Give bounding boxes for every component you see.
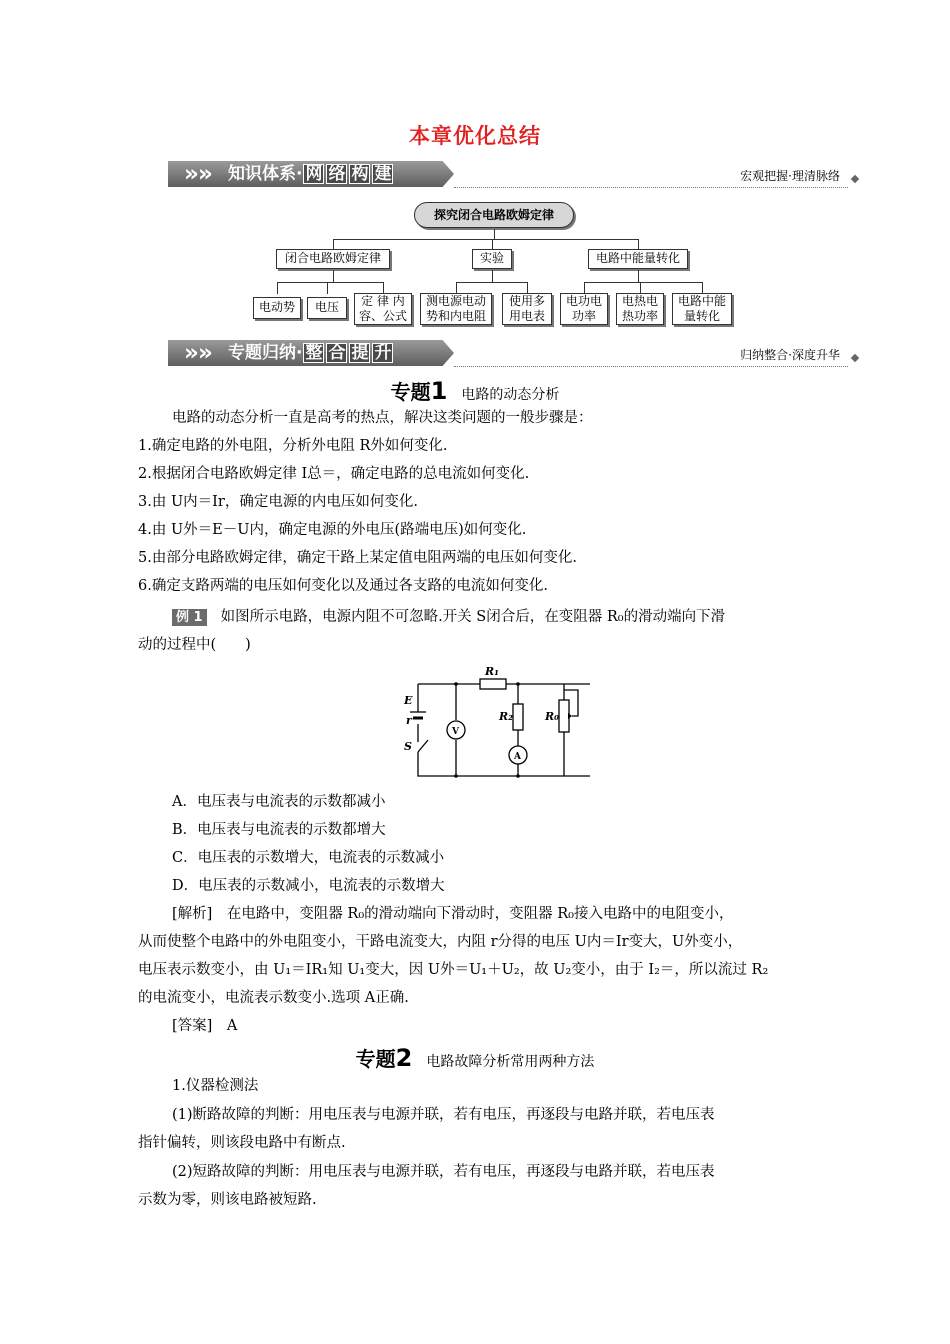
- ammeter-label: A: [514, 752, 521, 762]
- step-item: 3.由 U内＝Ir，确定电源的内电压如何变化.: [138, 494, 418, 510]
- section-banner-knowledge: [168, 160, 858, 190]
- topic-number: 1: [430, 377, 448, 405]
- banner-right-caption: 宏观把握·理清脉络: [740, 169, 840, 183]
- paragraph: (2)短路故障的判断：用电压表与电源并联，若有电压，再逐段与电路并联，若电压表: [172, 1164, 715, 1180]
- connector: [333, 239, 638, 240]
- step-item: 5.由部分电路欧姆定律，确定干路上某定值电阻两端的电压如何变化.: [138, 550, 577, 566]
- emf-label: E: [404, 694, 413, 707]
- banner-box-char: 提: [351, 343, 369, 363]
- map-leaf-heat: [616, 293, 664, 325]
- map-leaf-text: 测电源电动: [425, 294, 486, 308]
- rheostat-r0: [559, 700, 569, 732]
- map-leaf-text: 热功率: [621, 309, 658, 323]
- banner-label: [228, 340, 394, 366]
- map-leaf-text: 电路中能: [677, 294, 726, 308]
- map-node-experiment: 实验: [472, 249, 512, 269]
- map-leaf-text: 电热电: [621, 294, 658, 308]
- r2-label: R₂: [499, 710, 513, 723]
- banner-right-caption: 归纳整合·深度升华: [740, 348, 840, 362]
- double-chevron-icon: »: [184, 161, 199, 187]
- switch-icon: [418, 740, 428, 752]
- banner-dot: ·: [296, 343, 303, 363]
- map-leaf-text: 量转化: [683, 309, 720, 323]
- topic-subtitle: 电路的动态分析: [461, 387, 560, 403]
- connector: [584, 282, 702, 283]
- banner-label: [228, 161, 394, 187]
- option-c: C．电压表的示数增大，电流表的示数减小: [172, 850, 445, 866]
- banner-box-char: 合: [328, 343, 346, 363]
- topic-subtitle: 电路故障分析常用两种方法: [426, 1054, 595, 1070]
- diamond-icon: [851, 354, 859, 362]
- step-item: 6.确定支路两端的电压如何变化以及通过各支路的电流如何变化.: [138, 578, 548, 594]
- map-leaf-measure-emf: [420, 293, 492, 325]
- banner-label-text: 专题归纳: [228, 343, 296, 363]
- page-title: 本章优化总结: [409, 124, 541, 148]
- paragraph: 电路的动态分析一直是高考的热点，解决这类问题的一般步骤是：: [172, 410, 593, 426]
- map-leaf-text: 定 律 内: [361, 294, 405, 308]
- topic-number: 2: [395, 1044, 413, 1072]
- double-chevron-icon: »: [198, 161, 213, 187]
- banner-dotted-rule: [454, 366, 848, 367]
- connector: [492, 239, 493, 249]
- connector: [333, 270, 334, 282]
- map-leaf-emf: [253, 297, 301, 319]
- analysis-line: [解析] 在电路中，变阻器 R₀的滑动端向下滑动时，变阻器 R₀接入电路中的电阻变小，: [172, 906, 734, 922]
- topic-1-heading: [0, 376, 950, 405]
- section-banner-topics: [168, 339, 858, 369]
- circuit-diagram: [400, 664, 590, 784]
- step-item: 2.根据闭合电路欧姆定律 I总＝，确定电路的总电流如何变化.: [138, 466, 530, 482]
- map-leaf-law: [354, 293, 412, 325]
- banner-label-text: 知识体系: [228, 164, 296, 184]
- example-tag: 例 1: [172, 609, 207, 626]
- map-leaf-text: 使用多: [508, 294, 545, 308]
- voltmeter-label: V: [452, 727, 459, 737]
- example-question: [172, 604, 862, 631]
- map-root-node: 探究闭合电路欧姆定律: [414, 202, 574, 228]
- map-leaf-text: 电动势: [258, 300, 295, 314]
- map-leaf-text: 用电表: [508, 309, 545, 323]
- internal-resistance-label: r: [406, 714, 412, 727]
- topic-2-heading: [0, 1043, 950, 1072]
- step-item: 1.确定电路的外电阻，分析外电阻 R外如何变化.: [138, 438, 448, 454]
- map-node-ohms-law: 闭合电路欧姆定律: [276, 249, 390, 269]
- map-leaf-text: 功率: [571, 309, 596, 323]
- banner-box-char: 升: [374, 343, 392, 363]
- option-d: D．电压表的示数减小，电流表的示数增大: [172, 878, 445, 894]
- resistor-r1: [480, 679, 506, 689]
- connector: [494, 229, 495, 239]
- answer-line: [答案] A: [172, 1018, 238, 1034]
- example-text: 如图所示电路，电源内阻不可忽略.开关 S闭合后，在变阻器 R₀的滑动端向下滑: [220, 609, 726, 625]
- connector: [327, 282, 328, 294]
- r0-label: R₀: [545, 710, 559, 723]
- connector: [333, 239, 334, 249]
- connector: [638, 239, 639, 249]
- double-chevron-icon: »: [198, 340, 213, 366]
- analysis-line: 从而使整个电路中的外电阻变小，干路电流变大，内阻 r分得的电压 U内＝Ir变大，U外变小，: [138, 934, 743, 950]
- map-leaf-text: 电功电: [565, 294, 602, 308]
- map-leaf-text: 容、公式: [358, 309, 407, 323]
- option-a: A．电压表与电流表的示数都减小: [172, 794, 386, 810]
- paragraph: 示数为零，则该电路被短路.: [138, 1192, 317, 1208]
- connector: [492, 270, 493, 282]
- switch-label: S: [404, 740, 412, 753]
- connector: [277, 282, 383, 283]
- map-leaf-text: 势和内电阻: [425, 309, 486, 323]
- map-leaf-energy-conv: [672, 293, 732, 325]
- banner-box-char: 网: [305, 164, 323, 184]
- topic-word: 专题: [355, 1047, 396, 1071]
- option-b: B．电压表与电流表的示数都增大: [172, 822, 386, 838]
- paragraph: (1)断路故障的判断：用电压表与电源并联，若有电压，再逐段与电路并联，若电压表: [172, 1107, 715, 1123]
- banner-dotted-rule: [454, 187, 848, 188]
- diamond-icon: [851, 175, 859, 183]
- paragraph: 指针偏转，则该段电路中有断点.: [138, 1135, 346, 1151]
- connector: [277, 282, 278, 294]
- slider-arrow-icon: [568, 713, 572, 719]
- banner-box-char: 构: [351, 164, 369, 184]
- map-leaf-power: [560, 293, 608, 325]
- map-leaf-text: 电压: [314, 300, 339, 314]
- map-leaf-voltage: [307, 297, 347, 319]
- connector: [456, 282, 527, 283]
- double-chevron-icon: »: [184, 340, 199, 366]
- step-item: 4.由 U外＝E－U内，确定电源的外电压(路端电压)如何变化.: [138, 522, 527, 538]
- analysis-line: 电压表示数变小，由 U₁＝IR₁知 U₁变大，因 U外＝U₁＋U₂，故 U₂变小，由于 I₂＝，所以流过 R₂: [138, 962, 769, 978]
- analysis-line: 的电流变小，电流表示数变小.选项 A正确.: [138, 990, 409, 1006]
- map-leaf-multimeter: [502, 293, 552, 325]
- banner-box-char: 络: [328, 164, 346, 184]
- banner-dot: ·: [296, 164, 303, 184]
- banner-box-char: 建: [374, 164, 392, 184]
- resistor-r2: [513, 704, 523, 730]
- example-question-cont: 动的过程中( ): [138, 637, 251, 653]
- method-heading: 1.仪器检测法: [172, 1078, 259, 1094]
- topic-word: 专题: [390, 380, 431, 404]
- connector: [638, 270, 639, 282]
- r1-label: R₁: [485, 665, 499, 678]
- map-node-energy: 电路中能量转化: [588, 249, 688, 269]
- banner-box-char: 整: [305, 343, 323, 363]
